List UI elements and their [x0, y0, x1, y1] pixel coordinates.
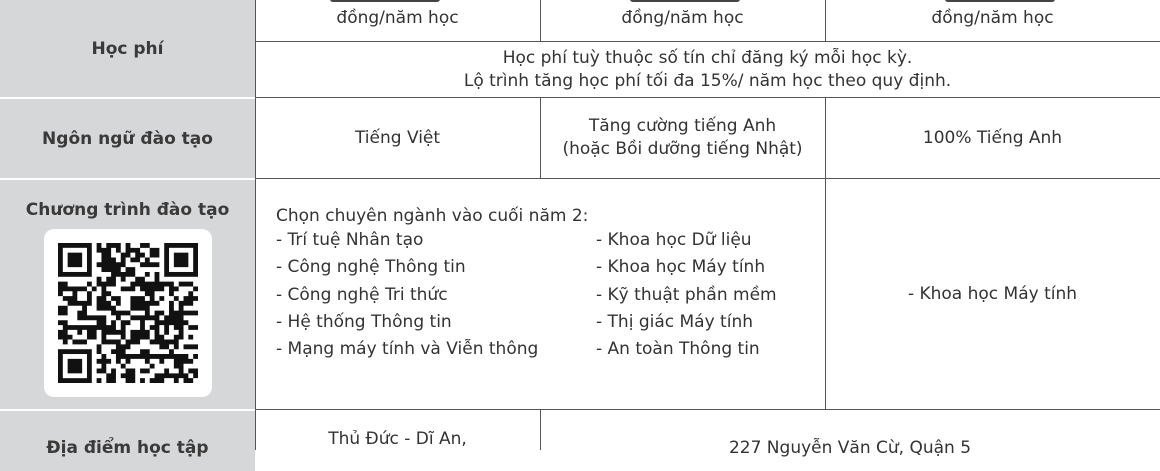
- language-col2-line1: Tăng cường tiếng Anh: [588, 116, 777, 136]
- majors-right-list: [596, 227, 777, 363]
- header-divider: [0, 178, 255, 180]
- grid-line: [825, 97, 826, 178]
- grid-line: [825, 0, 826, 41]
- tuition-amount-col2-clipped: [630, 0, 740, 2]
- grid-line: [255, 41, 1160, 42]
- major-item: - Hệ thống Thông tin: [276, 311, 452, 332]
- grid-line: [255, 178, 1160, 179]
- program-intro: Chọn chuyên ngành vào cuối năm 2:: [276, 206, 589, 226]
- major-item: - Khoa học Máy tính: [596, 257, 766, 278]
- header-divider: [0, 97, 255, 99]
- tuition-note-line1: Học phí tuỳ thuộc số tín chỉ đăng ký mỗi học kỳ.: [502, 48, 913, 68]
- majors-left-list: [276, 227, 538, 363]
- major-item: - Thị giác Máy tính: [596, 311, 753, 332]
- major-item: - Mạng máy tính và Viễn thông: [276, 339, 539, 360]
- grid-line: [540, 97, 541, 178]
- major-item: - Trí tuệ Nhân tạo: [276, 230, 424, 250]
- location-col1: Thủ Đức - Dĩ An,: [328, 429, 467, 449]
- tuition-amount-col3-clipped: [945, 0, 1055, 2]
- grid-line: [255, 0, 256, 450]
- location-label: Địa điểm học tập: [46, 438, 209, 458]
- major-item: - An toàn Thông tin: [596, 339, 760, 360]
- grid-line: [825, 178, 826, 409]
- grid-line: [255, 97, 1160, 98]
- tuition-label: Học phí: [91, 38, 164, 59]
- language-col1: Tiếng Việt: [354, 127, 441, 148]
- qr-code-card[interactable]: [44, 229, 212, 397]
- tuition-note-line2: Lộ trình tăng học phí tối đa 15%/ năm học theo quy định.: [463, 71, 952, 91]
- language-label: Ngôn ngữ đào tạo: [42, 128, 213, 149]
- tuition-row-header: [0, 0, 255, 97]
- language-col3: 100% Tiếng Anh: [922, 127, 1063, 148]
- grid-line: [540, 409, 541, 450]
- tuition-unit-col2: đồng/năm học: [621, 7, 744, 28]
- major-item: - Công nghệ Tri thức: [276, 284, 448, 305]
- major-item: - Kỹ thuật phần mềm: [596, 284, 777, 305]
- header-divider: [0, 409, 255, 411]
- qr-code-icon: [58, 243, 198, 383]
- tuition-unit-col3: đồng/năm học: [931, 7, 1054, 28]
- major-item: - Công nghệ Thông tin: [276, 257, 466, 278]
- program-label: Chương trình đào tạo: [25, 200, 230, 220]
- location-row-header: [0, 411, 255, 471]
- major-item: - Khoa học Dữ liệu: [596, 230, 752, 250]
- tuition-amount-col1-clipped: [330, 0, 440, 2]
- grid-line: [540, 0, 541, 41]
- language-col2-line2: (hoặc Bồi dưỡng tiếng Nhật): [562, 139, 803, 159]
- program-col3: - Khoa học Máy tính: [907, 284, 1078, 304]
- language-row-header: [0, 99, 255, 178]
- language-col2: [540, 98, 825, 178]
- tuition-unit-col1: đồng/năm học: [336, 7, 459, 28]
- location-col23: 227 Nguyễn Văn Cừ, Quận 5: [728, 438, 972, 458]
- grid-line: [255, 409, 1160, 410]
- tuition-note: [255, 44, 1160, 96]
